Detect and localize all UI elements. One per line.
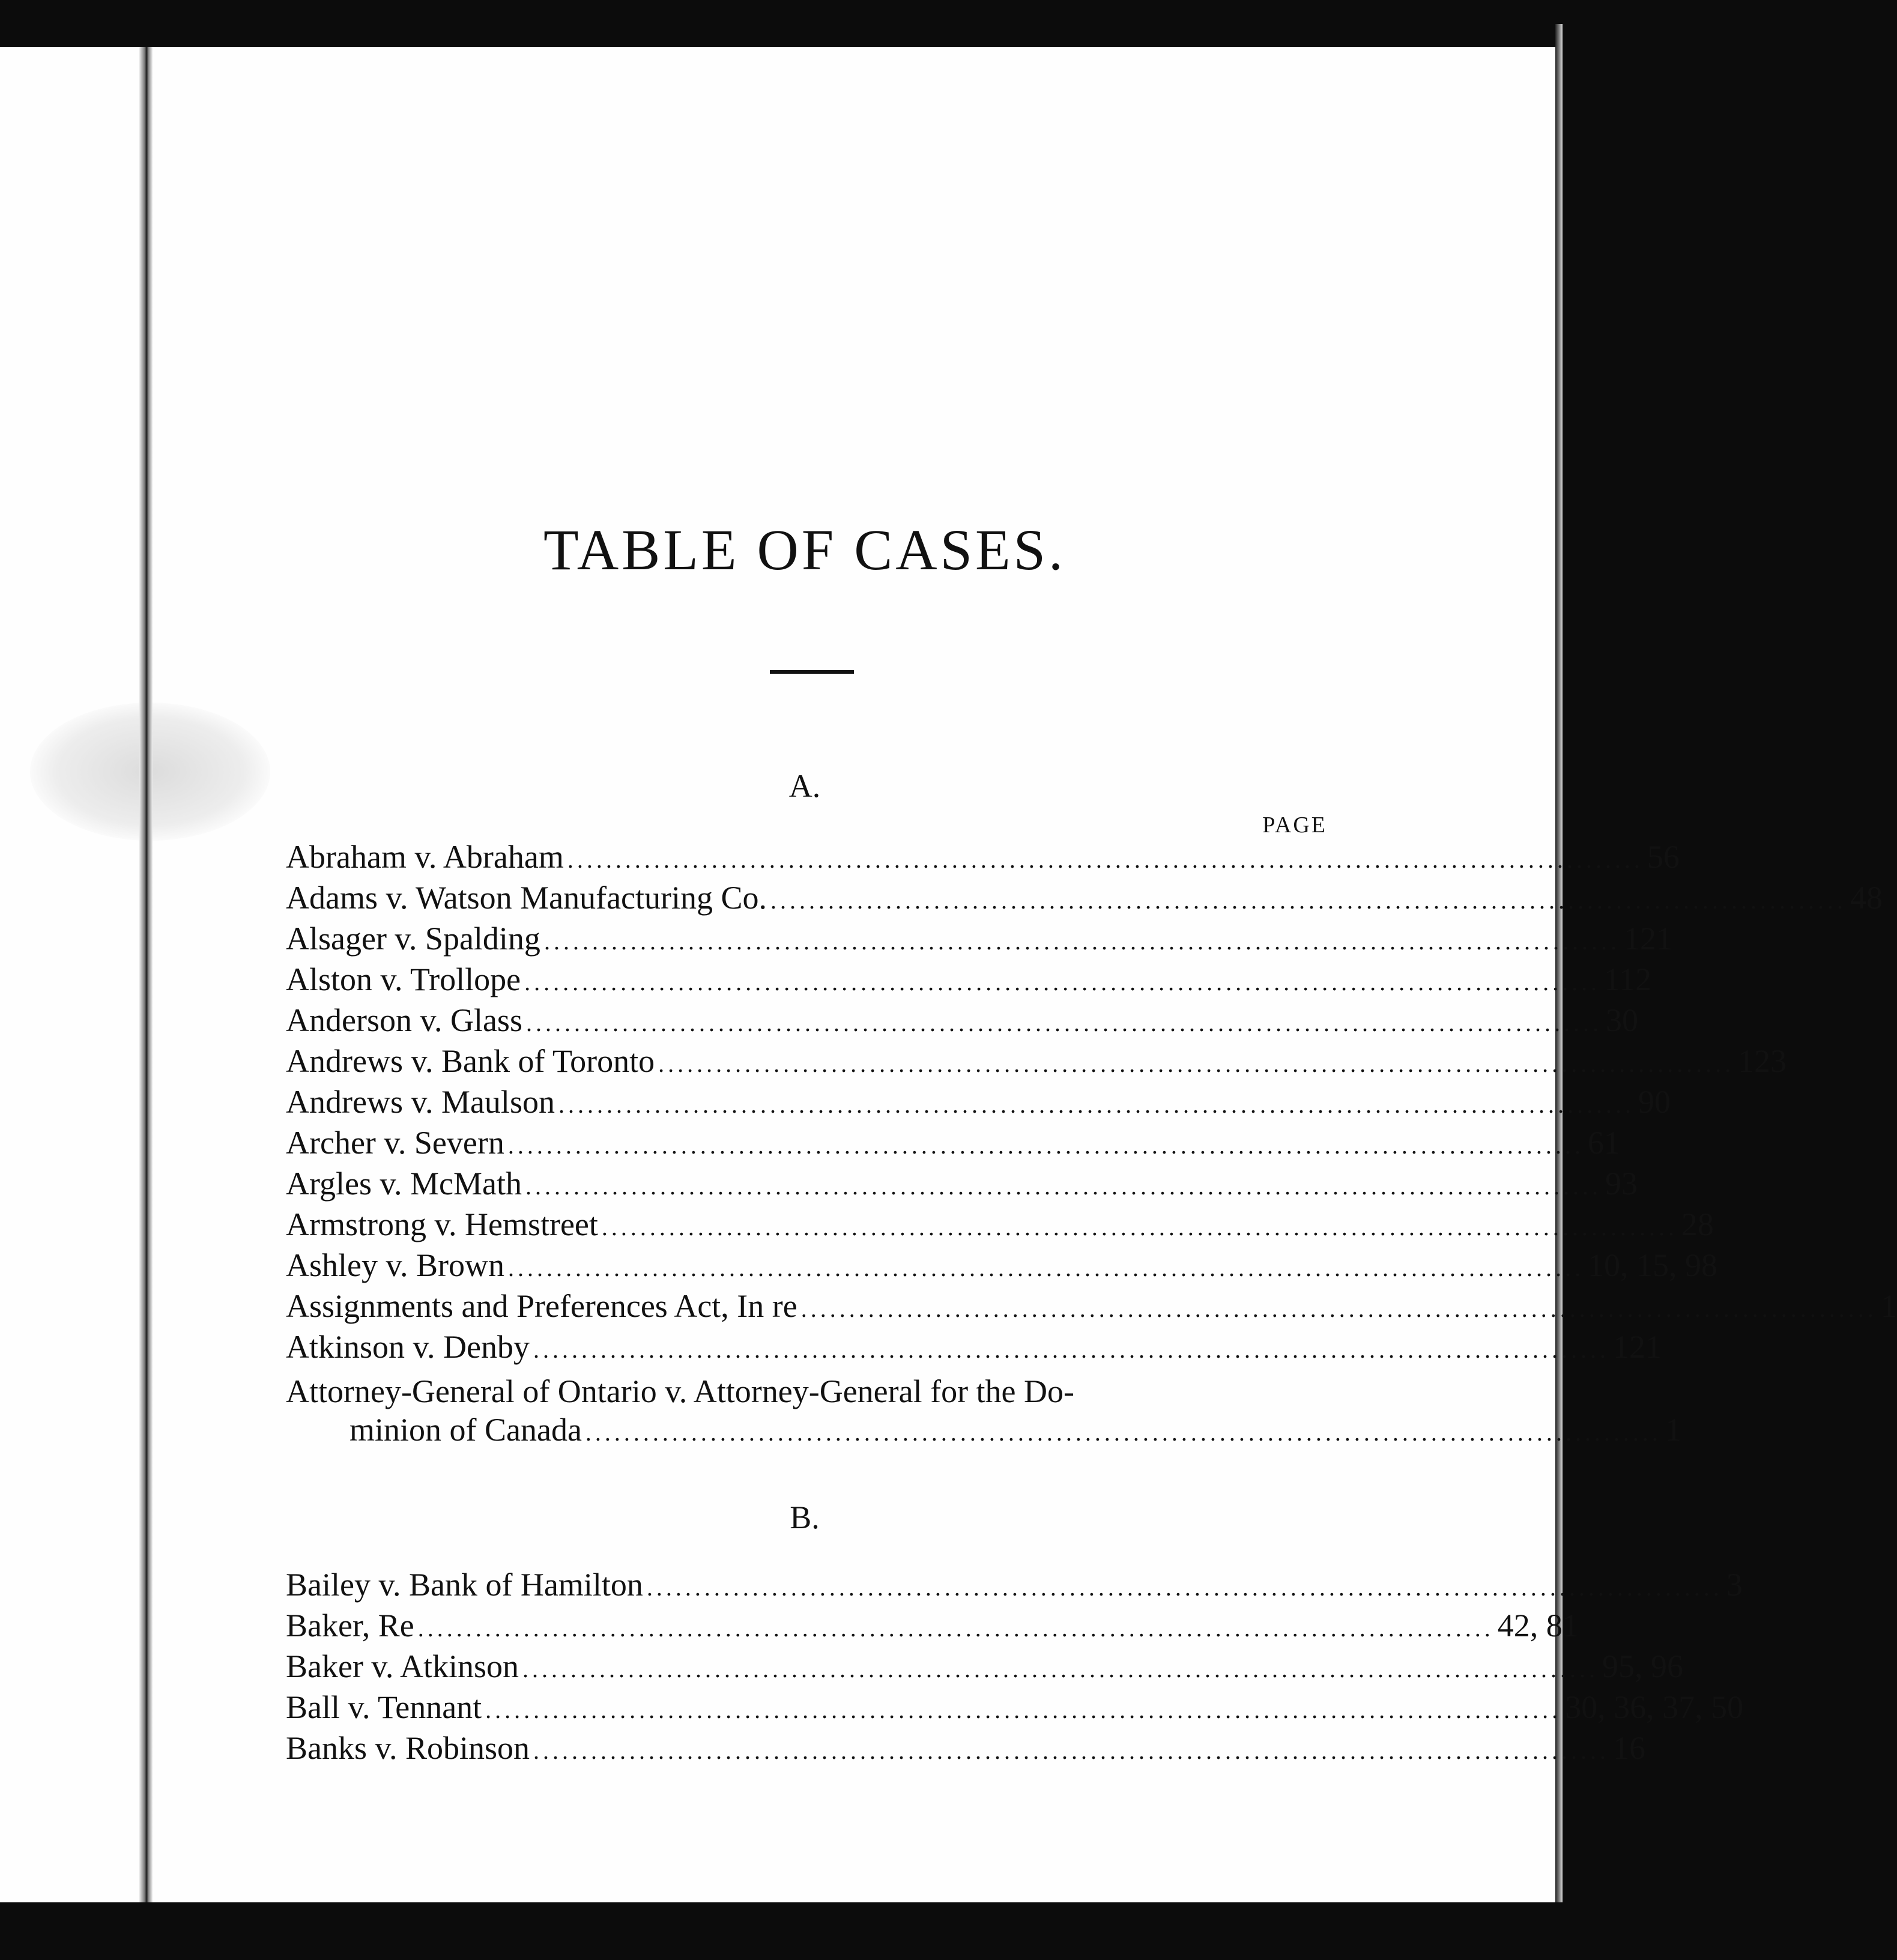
case-name: Andrews v. Maulson — [286, 1084, 555, 1120]
case-entry — [286, 1247, 1717, 1286]
case-pages: 93 — [1605, 1166, 1638, 1202]
case-entry — [286, 1083, 1671, 1123]
case-pages: 42, 81 — [1497, 1608, 1579, 1644]
case-name: Ball v. Tennant — [286, 1689, 482, 1725]
leader-dots: ................................................................................................................ — [585, 1419, 1662, 1446]
case-name: Andrews v. Bank of Toronto — [286, 1043, 655, 1079]
leader-dots: ................................................................................................................ — [558, 1091, 1635, 1118]
case-name: Bailey v. Bank of Hamilton — [286, 1567, 643, 1603]
case-name: Atkinson v. Denby — [286, 1329, 530, 1365]
leader-dots: ................................................................................................................ — [417, 1615, 1494, 1642]
page-title: TABLE OF CASES. — [543, 518, 1066, 582]
leader-dots: ................................................................................................................ — [522, 1656, 1599, 1683]
case-entry — [286, 1648, 1683, 1687]
case-name: Argles v. McMath — [286, 1166, 522, 1202]
case-name: Archer v. Severn — [286, 1125, 504, 1161]
leader-dots: ................................................................................................................ — [800, 1295, 1877, 1322]
case-entry — [286, 1002, 1638, 1041]
case-name: Baker, Re — [286, 1608, 414, 1644]
case-pages: 30 — [1605, 1002, 1638, 1038]
case-entry — [286, 1042, 1787, 1082]
case-name: minion of Canada — [349, 1412, 582, 1448]
case-name: Anderson v. Glass — [286, 1002, 522, 1038]
case-entry — [286, 838, 1680, 878]
case-entry — [286, 1566, 1743, 1606]
case-entry — [286, 961, 1652, 1000]
case-name: Abraham v. Abraham — [286, 839, 564, 875]
leader-dots: ................................................................................................................ — [601, 1214, 1678, 1241]
case-entry — [349, 1411, 1681, 1451]
case-name: Alston v. Trollope — [286, 961, 521, 997]
case-entry — [286, 1124, 1620, 1164]
case-pages: 48 — [1850, 880, 1883, 916]
case-entry — [286, 1287, 1897, 1327]
case-entry — [286, 1206, 1714, 1245]
case-pages: 10, 15, 98 — [1587, 1247, 1717, 1283]
case-pages: 121 — [1612, 1329, 1662, 1365]
leader-dots: ................................................................................................................ — [533, 1737, 1610, 1764]
case-pages: 123 — [1738, 1043, 1787, 1079]
leader-dots: ................................................................................................................ — [533, 1336, 1609, 1363]
case-entry — [286, 1729, 1646, 1769]
leader-dots: ................................................................................................................ — [567, 846, 1644, 873]
case-pages: 28 — [1681, 1206, 1714, 1242]
leader-dots: ................................................................................................................ — [507, 1254, 1584, 1281]
case-entry — [286, 1165, 1638, 1205]
section-letter-a: A. — [788, 768, 821, 804]
case-name: Armstrong v. Hemstreet — [286, 1206, 598, 1242]
case-name-line1: Attorney-General of Ontario v. Attorney-General for the Do- — [286, 1373, 1075, 1409]
leader-dots: ................................................................................................................ — [770, 887, 1847, 914]
case-pages: 3 — [1726, 1567, 1743, 1603]
leader-dots: ................................................................................................................ — [524, 969, 1601, 996]
binding-gutter — [139, 47, 153, 1902]
case-pages: 61 — [1587, 1125, 1620, 1161]
case-entry — [286, 1689, 1744, 1728]
case-pages: 121 — [1623, 921, 1672, 957]
case-pages: 1 — [1880, 1288, 1897, 1324]
section-letter-b: B. — [790, 1499, 820, 1535]
case-name: Assignments and Preferences Act, In re — [286, 1288, 797, 1324]
case-name: Ashley v. Brown — [286, 1247, 504, 1283]
case-entry — [286, 920, 1672, 960]
case-pages: 1 — [1665, 1412, 1681, 1448]
case-entry — [286, 1328, 1662, 1368]
case-pages: 90 — [1638, 1084, 1671, 1120]
page-bottom-edge — [0, 1902, 1609, 1960]
case-pages: 30, 36, 37, 50 — [1565, 1689, 1744, 1725]
leader-dots: ................................................................................................................ — [485, 1696, 1562, 1723]
case-entry — [286, 1607, 1579, 1647]
leader-dots: ................................................................................................................ — [525, 1009, 1602, 1036]
case-name: Adams v. Watson Manufacturing Co. — [286, 880, 767, 916]
title-rule — [770, 670, 854, 674]
leader-dots: ................................................................................................................ — [543, 928, 1620, 955]
leader-dots: ................................................................................................................ — [525, 1173, 1602, 1200]
page-column-heading: PAGE — [1262, 812, 1327, 838]
case-entry-first-line — [286, 1373, 1327, 1409]
leader-dots: ................................................................................................................ — [507, 1132, 1584, 1159]
leader-dots: ................................................................................................................ — [658, 1050, 1735, 1077]
case-name: Baker v. Atkinson — [286, 1648, 519, 1684]
case-name: Alsager v. Spalding — [286, 921, 540, 957]
case-entry — [286, 879, 1883, 919]
case-pages: 16 — [1613, 1730, 1646, 1766]
case-name: Banks v. Robinson — [286, 1730, 530, 1766]
case-pages: 95, 96 — [1602, 1648, 1683, 1684]
case-pages: 56 — [1647, 839, 1680, 875]
case-pages: 112 — [1604, 961, 1652, 997]
leader-dots: ................................................................................................................ — [646, 1574, 1723, 1601]
